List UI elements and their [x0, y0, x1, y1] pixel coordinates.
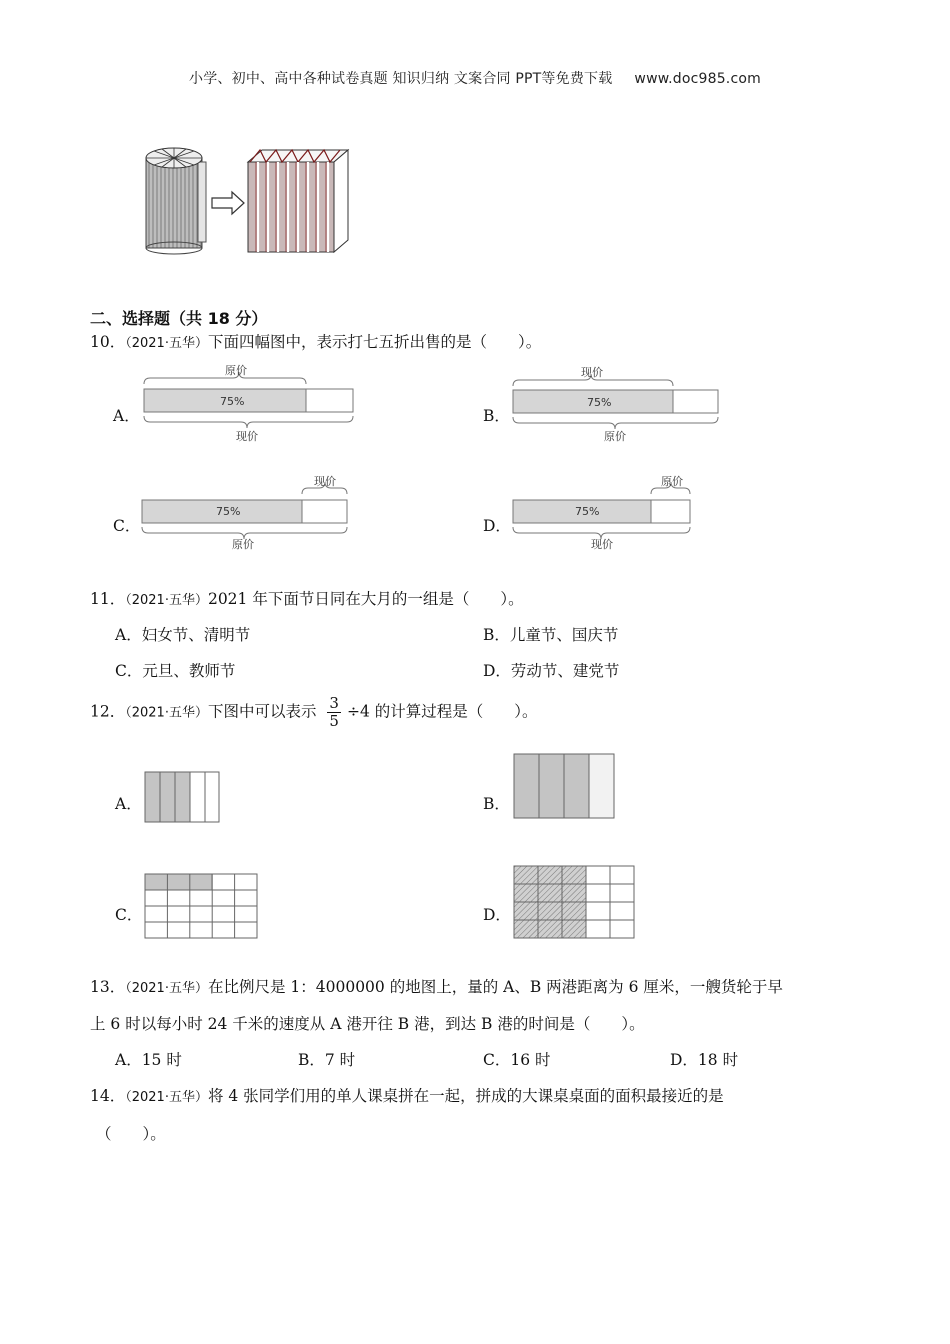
q10-d-top-label: 原价: [661, 475, 683, 488]
q10-option-b-label: B．: [483, 407, 510, 425]
q10-option-c-label: C．: [113, 517, 141, 535]
q10-c-bottom-label: 原价: [232, 538, 254, 551]
q12-option-d-figure: [510, 860, 640, 942]
question-number: 14．: [90, 1087, 126, 1105]
q10-b-bottom-label: 原价: [604, 430, 626, 443]
question-stem-part2: ÷4 的计算过程是（ ）。: [346, 702, 538, 721]
q12-option-a-figure: [140, 768, 224, 826]
fraction-three-fifths: $\frac{3}{5}$: [329, 694, 339, 730]
cylinder-shape: [146, 148, 206, 254]
question-number: 12．: [90, 702, 126, 721]
q10-option-d-label: D．: [483, 517, 511, 535]
section-title: 二、选择题（共 18 分）: [90, 309, 268, 328]
q10-b-percent: 75%: [587, 396, 612, 409]
arrow-icon: [212, 192, 244, 214]
question-number: 13．: [90, 978, 126, 996]
question-source: （2021·五华）: [125, 705, 208, 721]
q13-option-a: A．15 时: [115, 1051, 182, 1069]
header-url: www.doc985.com: [634, 71, 761, 87]
question-stem: 在比例尺是 1：4000000 的地图上，量的 A、B 两港距离为 6 厘米，一艘货轮于早: [207, 978, 783, 996]
q10-b-top-label: 现价: [581, 366, 603, 379]
q11-option-c: C．元旦、教师节: [115, 662, 236, 680]
q11-option-a: A．妇女节、清明节: [115, 626, 251, 644]
q11-option-d: D．劳动节、建党节: [483, 662, 620, 680]
cuboid-shape: [248, 150, 348, 252]
question-number: 11．: [90, 590, 126, 608]
cylinder-to-cuboid-figure: [140, 140, 360, 260]
q12-option-b-label: B．: [483, 795, 510, 813]
q12-option-c-figure: [140, 868, 265, 944]
question-10: [90, 330, 541, 352]
q10-d-bottom-label: 现价: [591, 538, 613, 551]
question-source: （2021·五华）: [125, 336, 208, 351]
q10-option-c-diagram: [135, 470, 365, 554]
question-stem: 2021 年下面节日同在大月的一组是（ ）。: [207, 590, 524, 608]
question-14-line2: （ ）。: [96, 1125, 166, 1143]
q10-option-d-diagram: [505, 470, 730, 554]
question-source: （2021·五华）: [125, 1090, 208, 1105]
q12-option-b-figure: [510, 750, 620, 822]
question-stem: 将 4 张同学们用的单人课桌拼在一起，拼成的大课桌桌面的面积最接近的是: [207, 1087, 724, 1105]
question-14-line1: [90, 1084, 724, 1106]
q12-option-c-label: C．: [115, 906, 143, 924]
q13-option-c: C．16 时: [483, 1051, 551, 1069]
q13-option-d: D．18 时: [670, 1051, 739, 1069]
q10-option-b-diagram: [505, 362, 730, 446]
q12-option-a-label: A．: [115, 795, 142, 813]
question-source: （2021·五华）: [125, 593, 208, 608]
question-number: 10．: [90, 333, 126, 351]
q10-a-percent: 75%: [220, 395, 245, 408]
question-source: （2021·五华）: [125, 981, 208, 996]
header-text: 小学、初中、高中各种试卷真题 知识归纳 文案合同 PPT等免费下载: [189, 71, 613, 87]
q10-a-top-label: 原价: [225, 364, 247, 377]
question-13-line1: [90, 975, 783, 997]
q10-a-bottom-label: 现价: [236, 430, 258, 443]
q10-option-a-label: A．: [113, 407, 140, 425]
q11-option-b: B．儿童节、国庆节: [483, 626, 619, 644]
q12-option-d-label: D．: [483, 906, 511, 924]
q10-d-percent: 75%: [575, 505, 600, 518]
question-13-line2: 上 6 时以每小时 24 千米的速度从 A 港开往 B 港，到达 B 港的时间是（ ）。: [90, 1015, 645, 1033]
q13-option-b: B．7 时: [298, 1051, 356, 1069]
q10-option-a-diagram: [135, 362, 365, 446]
q10-c-percent: 75%: [216, 505, 241, 518]
question-stem-part1: 下图中可以表示: [207, 702, 317, 721]
q10-c-top-label: 现价: [314, 475, 336, 488]
page-header: [0, 68, 950, 88]
question-11: [90, 587, 524, 609]
question-12: [90, 695, 537, 730]
question-stem: 下面四幅图中，表示打七五折出售的是（ ）。: [207, 333, 542, 351]
